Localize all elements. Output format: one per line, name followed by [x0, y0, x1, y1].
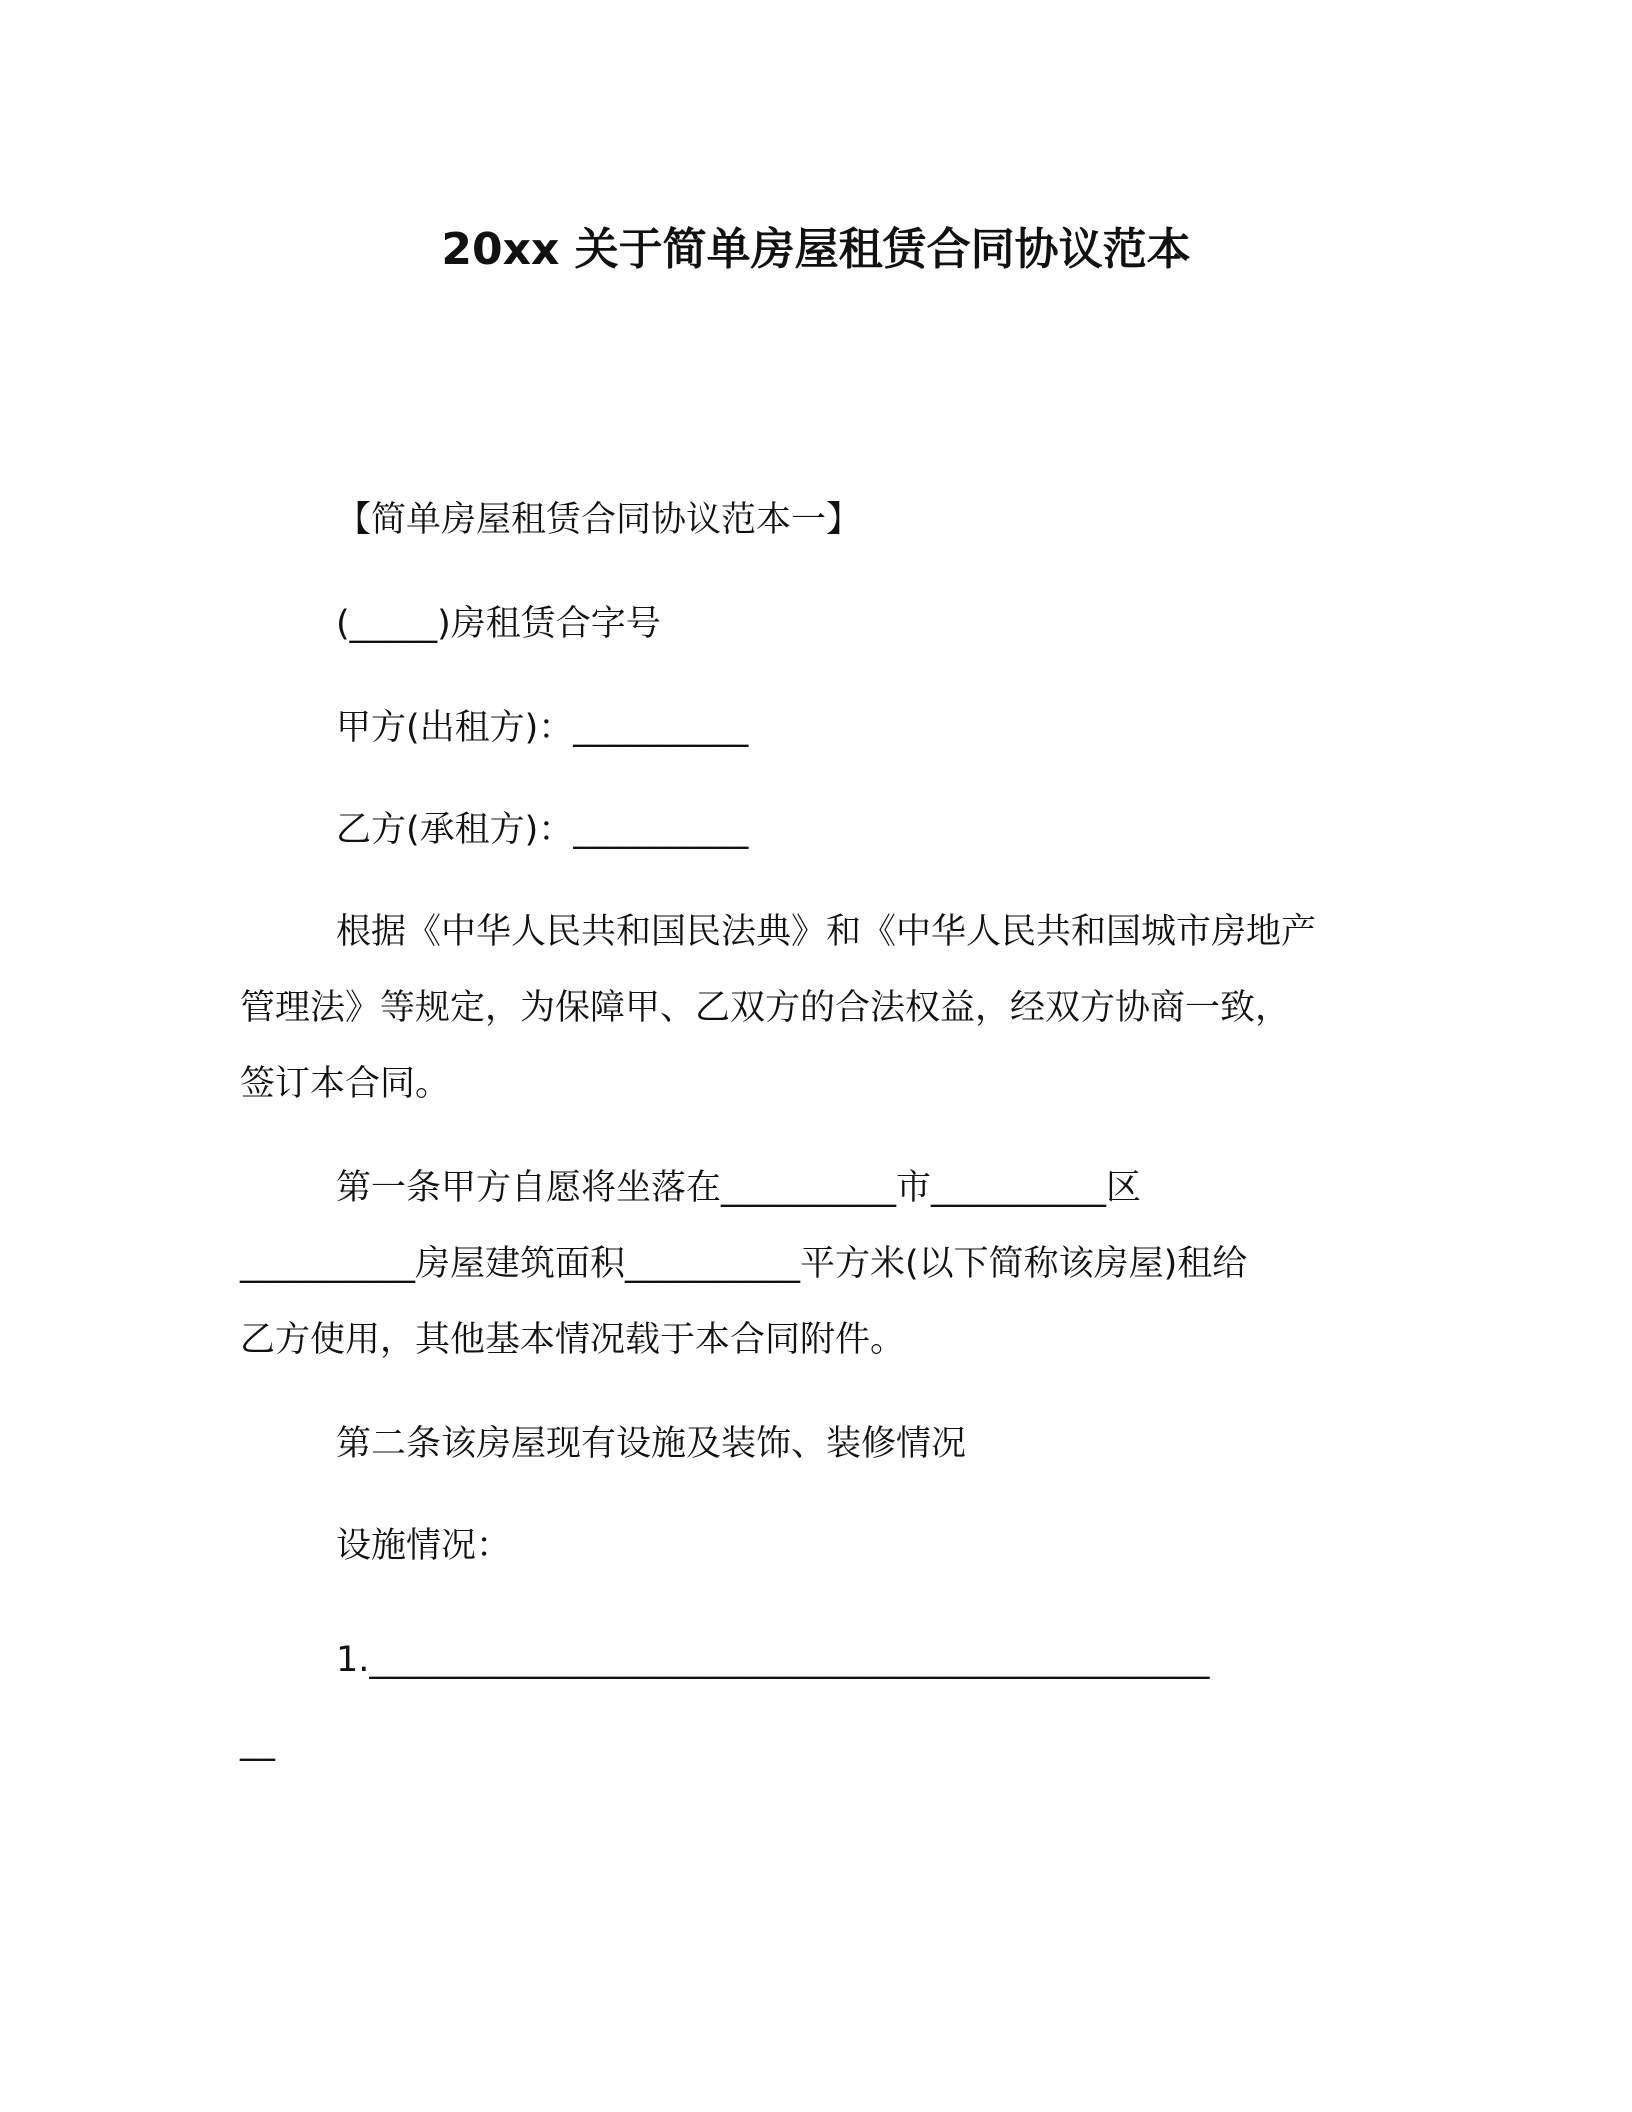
preamble-line-2: 管理法》等规定，为保障甲、乙双方的合法权益，经双方协商一致， — [240, 988, 1291, 1028]
article-2-heading: 第二条该房屋现有设施及装饰、装修情况 — [336, 1424, 967, 1464]
document-title: 20xx 关于简单房屋租赁合同协议范本 — [441, 224, 1191, 275]
facilities-label: 设施情况： — [336, 1526, 512, 1566]
article-1-line-1: 第一条甲方自愿将坐落在__________市__________区 — [336, 1168, 1142, 1208]
preamble-line-3: 签订本合同。 — [240, 1064, 451, 1104]
article-1-line-2: __________房屋建筑面积__________平方米(以下简称该房屋)租给 — [240, 1244, 1248, 1284]
facility-item-1-line-1: 1.________________________________________________ — [336, 1640, 1210, 1680]
article-1-line-3: 乙方使用，其他基本情况载于本合同附件。 — [240, 1320, 906, 1360]
party-a-line: 甲方(出租方)：__________ — [336, 708, 749, 748]
section-heading: 【简单房屋租赁合同协议范本一】 — [336, 500, 862, 540]
facility-item-1-line-2: __ — [240, 1722, 275, 1762]
contract-number-line: (_____)房租赁合字号 — [336, 604, 661, 644]
party-b-line: 乙方(承租方)：__________ — [336, 810, 749, 850]
preamble-line-1: 根据《中华人民共和国民法典》和《中华人民共和国城市房地产 — [336, 912, 1317, 952]
